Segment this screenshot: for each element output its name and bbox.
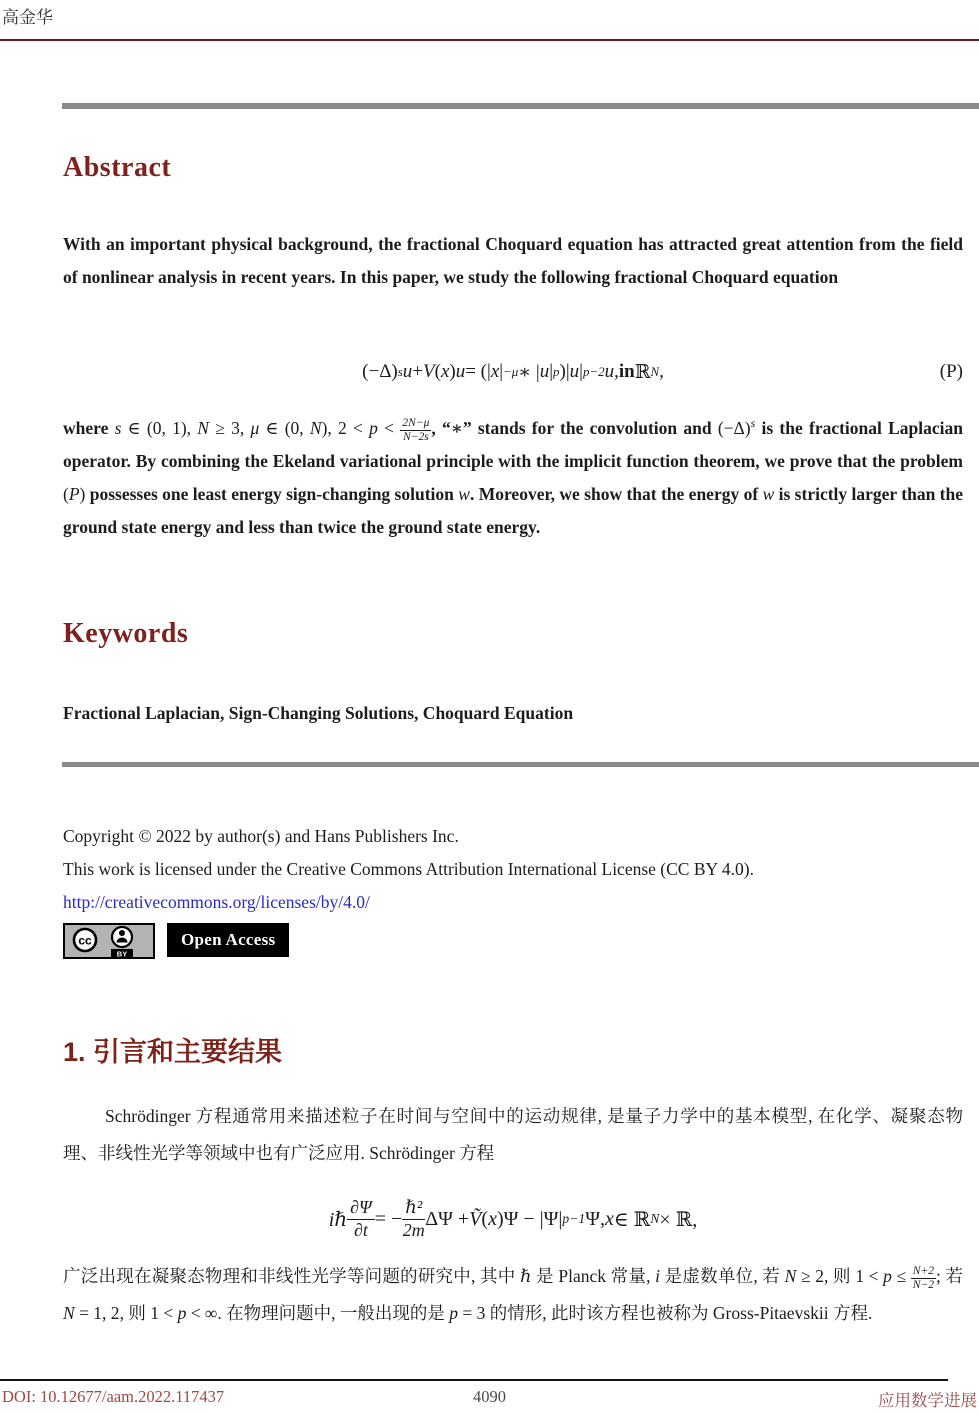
section-1-heading: 1. 引言和主要结果 (63, 1037, 283, 1067)
cc-by-label: BY (116, 949, 128, 959)
copyright-line-2: This work is licensed under the Creative Commons Attribution International License (CC BY 4.0). (63, 859, 754, 879)
footer-page-number: 4090 (473, 1387, 506, 1406)
open-access-badge: Open Access (167, 923, 289, 957)
keywords-text: Fractional Laplacian, Sign-Changing Solutions, Choquard Equation (63, 703, 574, 723)
page-footer (0, 1387, 979, 1411)
by-person-icon (112, 927, 132, 947)
equation-choquard (63, 350, 963, 394)
abstract-paragraph-1: With an important physical background, the fractional Choquard equation has attracted great attention from the field of nonlinear analysis in recent years. In this paper, we study the following fractional Choquard equation (63, 234, 963, 287)
svg-text:cc: cc (78, 933, 92, 948)
footer-doi: DOI: 10.12677/aam.2022.117437 (2, 1387, 225, 1406)
copyright-line-1: Copyright © 2022 by author(s) and Hans Publishers Inc. (63, 826, 459, 846)
license-badges (63, 923, 963, 959)
equation-label-p: (P) (939, 361, 963, 382)
section-divider-top (62, 103, 979, 109)
abstract-heading: Abstract (63, 152, 172, 183)
equation-schrodinger (63, 1183, 963, 1255)
abstract-paragraph-2: where s ∈ (0, 1), N ≥ 3, μ ∈ (0, N), 2 < p < $\frac{2N-\mu}{N-2s}$ , “∗” stands for the convolution and $(-\Delta)^s$ is the fractional Laplacian operator. By combining the Ekeland variational principle with the implicit function theorem, we prove that the problem (P) possesses one least energy sign-changing solution w. Moreover, we show that the energy of w is strictly larger than the ground state energy and less than twice the ground state energy. (63, 416, 964, 537)
intro-paragraph-2: 广泛出现在凝聚态物理和非线性光学等问题的研究中, 其中 ℏ 是 Planck 常量, i 是虚数单位, 若 N ≥ 2, 则 1 < p ≤ $\frac{N+2}{N-2}$ ; 若 N = 1, 2, 则 1 < p < ∞. 在物理问题中, 一般出现的是 p = 3 的情形, 此时该方程也被称为 Gross-Pitaevskii 方程. (63, 1264, 964, 1323)
cc-icon (74, 929, 96, 951)
page-header-author: 高金华 (2, 8, 53, 27)
cc-by-badge[interactable] (63, 923, 155, 959)
intro-paragraph-1: Schrödinger 方程通常用来描述粒子在时间与空间中的运动规律, 是量子力学中的基本模型, 在化学、凝聚态物理、非线性光学等领域中也有广泛应用. Schrödinger 方程 (63, 1106, 963, 1163)
license-link[interactable]: http://creativecommons.org/licenses/by/4.0/ (63, 892, 370, 912)
equation-choquard-body: (−Δ) s u + V ( x ) u = (| x | −μ ∗ | u | p )| u | p−2 u , in ℝ N , (362, 361, 664, 383)
header-rule (0, 39, 979, 41)
copyright-block (63, 820, 963, 919)
footer-rule (0, 1379, 948, 1381)
section-divider-bottom (62, 762, 979, 767)
keywords-heading: Keywords (63, 618, 189, 649)
footer-journal-name: 应用数学进展 (878, 1391, 977, 1410)
equation-schrodinger-body: iℏ $\frac{\partial\Psi}{\partial t}$ = − $\frac{\text{ℏ²}}{2m}$ ΔΨ + Ṽ ( x )Ψ − |Ψ| p−1 Ψ, x ∈ ℝ N × ℝ, (328, 1196, 698, 1240)
